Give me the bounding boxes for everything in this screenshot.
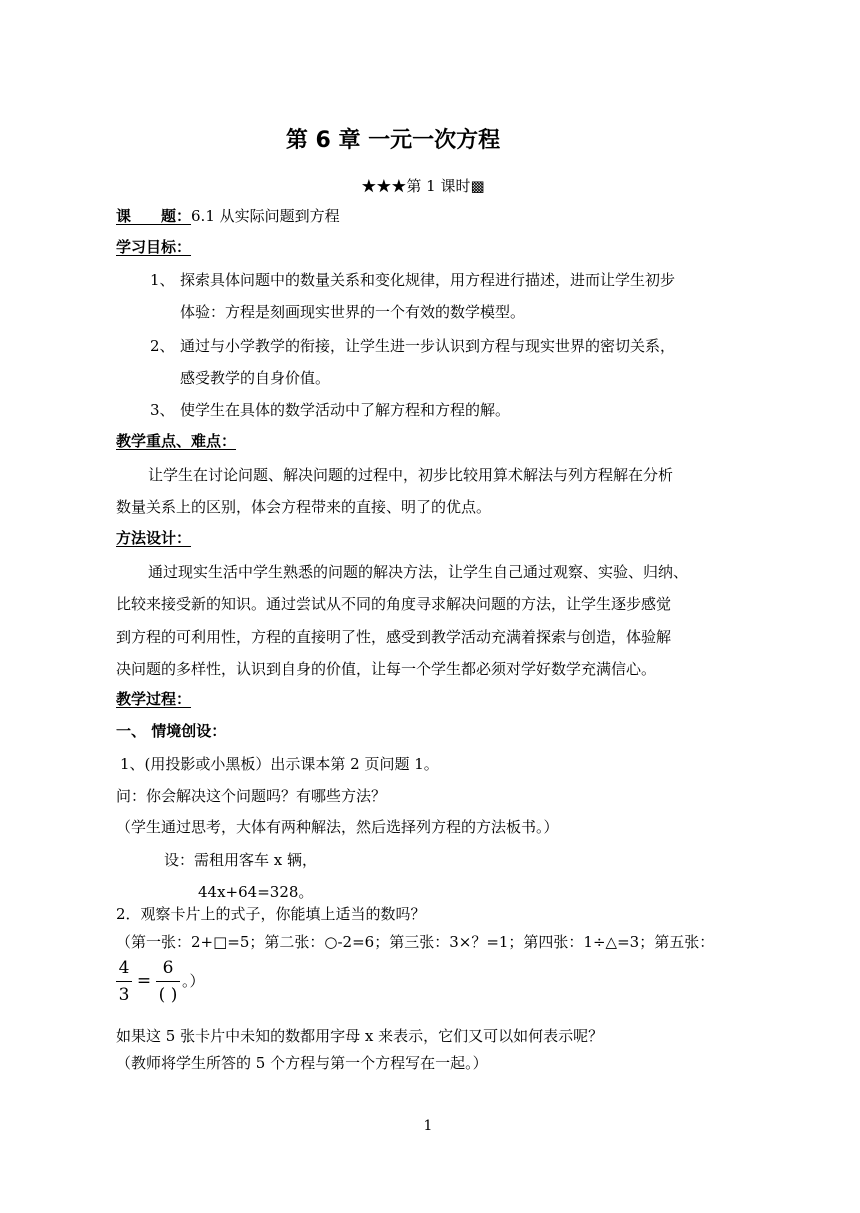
topic-text: 6.1 从实际问题到方程 xyxy=(191,207,340,225)
process-heading: 教学过程： xyxy=(116,690,192,708)
fraction-1-bar xyxy=(116,981,132,982)
equals-sign: = xyxy=(136,971,152,991)
goal-3-line-1: 使学生在具体的数学活动中了解方程和方程的解。 xyxy=(180,401,511,419)
process-line-4: 设：需租用客车 x 辆， xyxy=(164,851,317,869)
goal-2-line-1: 通过与小学教学的衔接，让学生进一步认识到方程与现实世界的密切关系， xyxy=(180,337,676,355)
goal-2-line-2: 感受教学的自身价值。 xyxy=(180,369,331,387)
fraction-1-denominator: 3 xyxy=(118,985,130,1005)
process-line-6: 2．观察卡片上的式子，你能填上适当的数吗？ xyxy=(116,905,426,923)
fraction-equation xyxy=(116,958,226,1018)
process-line-9: （教师将学生所答的 5 个方程与第一个方程写在一起。） xyxy=(116,1054,488,1072)
goal-3-number: 3、 xyxy=(150,401,175,419)
keypoints-line-2: 数量关系上的区别，体会方程带来的直接、明了的优点。 xyxy=(116,498,492,516)
topic-label: 课 题： xyxy=(116,207,192,225)
goal-1-number: 1、 xyxy=(150,271,175,289)
process-line-3: （学生通过思考，大体有两种解法，然后选择列方程的方法板书。） xyxy=(116,818,559,836)
lesson-subtitle: ★★★第 1 课时▩ xyxy=(361,177,485,195)
process-line-1: 1、(用投影或小黑板）出示课本第 2 页问题 1。 xyxy=(120,755,439,773)
page-number: 1 xyxy=(423,1118,433,1134)
process-line-2: 问：你会解决这个问题吗？有哪些方法？ xyxy=(116,787,387,805)
method-line-4: 决问题的多样性，认识到自身的价值，让每一个学生都必须对学好数学充满信心。 xyxy=(116,660,657,678)
fraction-2-numerator: 6 xyxy=(162,958,174,978)
goal-1-line-1: 探索具体问题中的数量关系和变化规律，用方程进行描述，进而让学生初步 xyxy=(180,271,676,289)
process-line-5: 44x+64=328。 xyxy=(198,883,314,901)
method-heading: 方法设计： xyxy=(116,529,192,547)
process-line-8: 如果这 5 张卡片中未知的数都用字母 x 来表示，它们又可以如何表示呢？ xyxy=(116,1027,604,1045)
method-line-2: 比较来接受新的知识。通过尝试从不同的角度寻求解决问题的方法，让学生逐步感觉 xyxy=(116,595,672,613)
fraction-tail: 。） xyxy=(182,972,205,990)
keypoints-line-1: 让学生在讨论问题、解决问题的过程中，初步比较用算术解法与列方程解在分析 xyxy=(148,466,674,484)
process-line-7: （第一张：2+□=5；第二张：○-2=6；第三张：3×？=1；第四张：1÷△=3；第五张： xyxy=(116,933,715,951)
fraction-1-numerator: 4 xyxy=(118,958,130,978)
method-line-1: 通过现实生活中学生熟悉的问题的解决方法，让学生自己通过观察、实验、归纳、 xyxy=(148,563,689,581)
topic-line xyxy=(116,206,340,226)
section-1-heading: 一、 情境创设： xyxy=(116,722,227,740)
chapter-title: 第 6 章 一元一次方程 xyxy=(285,128,501,153)
fraction-2-denominator: ( ) xyxy=(158,985,178,1005)
goals-heading: 学习目标： xyxy=(116,238,192,256)
fraction-2-bar xyxy=(156,981,180,982)
goal-1-line-2: 体验：方程是刻画现实世界的一个有效的数学模型。 xyxy=(180,303,526,321)
method-line-3: 到方程的可利用性，方程的直接明了性，感受到教学活动充满着探索与创造，体验解 xyxy=(116,628,672,646)
keypoints-heading: 教学重点、难点： xyxy=(116,432,237,450)
goal-2-number: 2、 xyxy=(150,337,175,355)
